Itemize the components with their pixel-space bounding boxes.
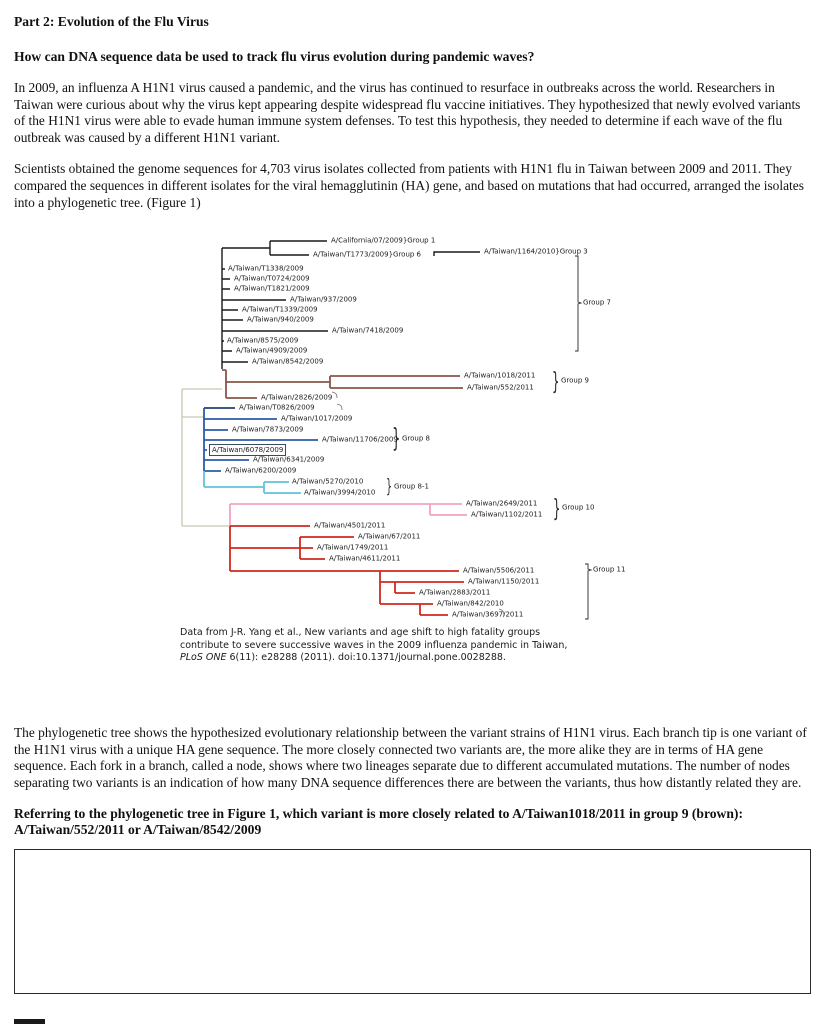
tree-tip-label: A/Taiwan/2883/2011 [419, 588, 491, 597]
caption-line-3 [180, 652, 650, 664]
tree-tip-label: A/Taiwan/6200/2009 [225, 466, 297, 475]
tree-tip-label: A/Taiwan/T0724/2009 [234, 274, 310, 283]
question-2-line-2: A/Taiwan/552/2011 or A/Taiwan/8542/2009 [14, 821, 262, 837]
page-title: Part 2: Evolution of the Flu Virus [14, 14, 209, 29]
group-8-1-brace: } [386, 475, 393, 498]
tree-tip-label: A/Taiwan/937/2009 [290, 295, 357, 304]
tree-tip-label: A/Taiwan/552/2011 [467, 383, 534, 392]
caption-citation: 6(11): e28288 (2011). doi:10.1371/journal.pone.0028288. [226, 651, 506, 663]
group-10-brace: } [552, 494, 561, 523]
tree-tip-label: A/Taiwan/1102/2011 [471, 510, 543, 519]
tree-tip-label: A/Taiwan/842/2010 [437, 599, 504, 608]
tree-tip-label: A/Taiwan/7418/2009 [332, 326, 404, 335]
figure-phylogenetic-tree [14, 229, 811, 669]
group-label: Group 10 [562, 503, 595, 512]
tree-tip-label: A/Taiwan/3697/2011 [452, 610, 524, 619]
tree-tip-label: A/Taiwan/T1338/2009 [228, 264, 304, 273]
tree-tip-label: A/Taiwan/1150/2011 [468, 577, 540, 586]
question-2-line-1: Referring to the phylogenetic tree in Figure 1, which variant is more closely related to A/Taiwan1018/2011 in group 9 (brown): [14, 805, 743, 821]
group-label: Group 8-1 [394, 482, 429, 491]
caption-line-1: Data from J-R. Yang et al., New variants and age shift to high fatality groups [180, 627, 541, 639]
group-label: Group 7 [583, 298, 611, 307]
figure-caption [180, 627, 650, 664]
tree-tip-label: A/Taiwan/T1821/2009 [234, 284, 310, 293]
caption-journal-name: PLoS ONE [180, 651, 227, 663]
tree-tip-label: A/California/07/2009}Group 1 [331, 236, 436, 245]
tree-tip-label: A/Taiwan/4611/2011 [329, 554, 401, 563]
tree-tip-label: A/Taiwan/4909/2009 [236, 346, 308, 355]
tree-tip-label: A/Taiwan/6078/2009 [209, 444, 286, 456]
tree-tip-label: A/Taiwan/5270/2010 [292, 477, 364, 486]
tree-tip-label: A/Taiwan/1017/2009 [281, 414, 353, 423]
tree-tip-label: A/Taiwan/4501/2011 [314, 521, 386, 530]
tree-tip-label: A/Taiwan/3994/2010 [304, 488, 376, 497]
caption-line-2: contribute to severe successive waves in the 2009 influenza pandemic in Taiwan, [180, 639, 568, 651]
tree-tip-label: A/Taiwan/5506/2011 [463, 566, 535, 575]
tree-tip-label: A/Taiwan/T0826/2009 [239, 403, 315, 412]
question-1: How can DNA sequence data be used to track flu virus evolution during pandemic waves? [14, 49, 535, 64]
question-2 [14, 806, 811, 838]
group-9-brace: } [551, 367, 560, 396]
paragraph-tree-explanation: The phylogenetic tree shows the hypothesized evolutionary relationship between the variant strains of H1N1 virus. Each branch tip is one variant of the H1N1 virus with a unique HA gene sequence. The more closely connected two variants are, the more alike they are in terms of HA gene sequence. Each fork in a branch, called a node, shows where two lineages separate due to different accumulated mutations. The number of nodes separating two variants is an indication of how many DNA sequence differences there are between the variants, thus how distantly related they are. [14, 725, 807, 790]
tree-tip-label: A/Taiwan/2826/2009 [261, 393, 333, 402]
group-8-brace: } [392, 423, 401, 454]
tree-tip-label: A/Taiwan/940/2009 [247, 315, 314, 324]
tree-tip-label: A/Taiwan/1749/2011 [317, 543, 389, 552]
tree-branch-lines [14, 229, 811, 669]
tree-tip-label: A/Taiwan/8542/2009 [252, 357, 324, 366]
tree-tip-label: A/Taiwan/11706/2009 [322, 435, 398, 444]
tree-tip-label: A/Taiwan/67/2011 [358, 532, 421, 541]
page-bottom-mark [14, 1019, 45, 1024]
tree-tip-label: A/Taiwan/6341/2009 [253, 455, 325, 464]
tree-tip-label: A/Taiwan/8575/2009 [227, 336, 299, 345]
tree-tip-label: A/Taiwan/7873/2009 [232, 425, 304, 434]
group-label: Group 11 [593, 565, 626, 574]
tree-tip-label: A/Taiwan/1018/2011 [464, 371, 536, 380]
answer-box[interactable] [14, 849, 811, 994]
tree-tip-label: A/Taiwan/T1339/2009 [242, 305, 318, 314]
tree-tip-label: A/Taiwan/1164/2010}Group 3 [484, 247, 588, 256]
group-label: Group 9 [561, 376, 589, 385]
tree-tip-label: A/Taiwan/2649/2011 [466, 499, 538, 508]
paragraph-methods: Scientists obtained the genome sequences for 4,703 virus isolates collected from patients with H1N1 flu in Taiwan between 2009 and 2011. They compared the sequences in different isolates for the viral hemagglutinin (HA) gene, and based on mutations that had occurred, arranged the isolates into a phylogenetic tree. (Figure 1) [14, 161, 804, 210]
paragraph-intro: In 2009, an influenza A H1N1 virus caused a pandemic, and the virus has continued to resurface in outbreaks across the world. Researchers in Taiwan were curious about why the virus kept appearing despite widespread flu vaccine initiatives. They hypothesized that newly evolved variants of the H1N1 virus were able to evade human immune system defenses. To test this hypothesis, they needed to determine if each wave of the flu outbreak was caused by a different H1N1 variant. [14, 80, 801, 145]
tree-tip-label: A/Taiwan/T1773/2009}Group 6 [313, 250, 422, 259]
group-label: Group 8 [402, 434, 430, 443]
